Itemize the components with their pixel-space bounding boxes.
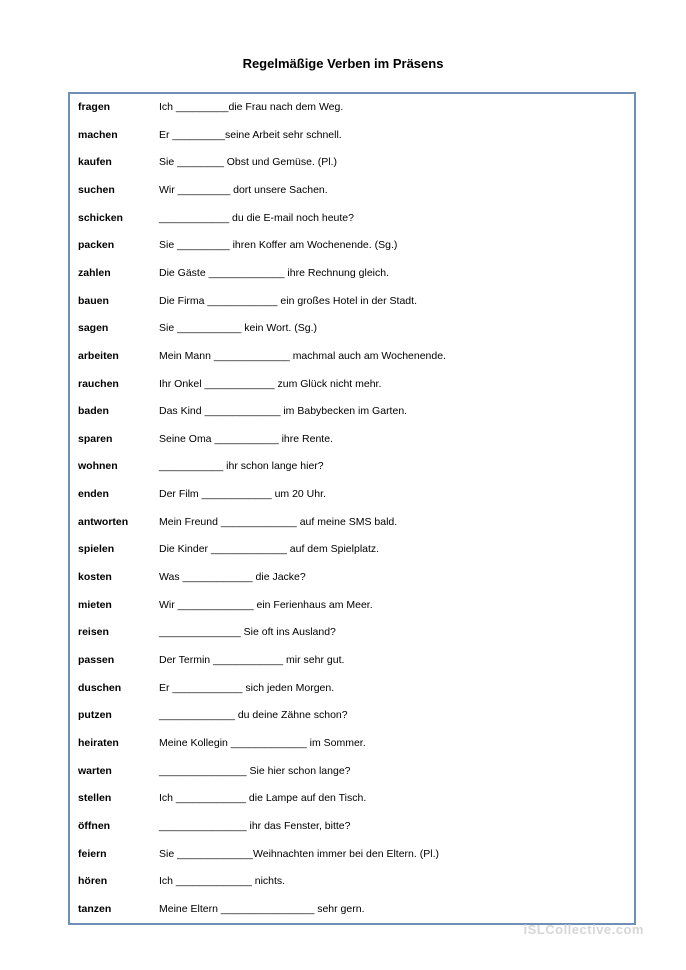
exercise-row xyxy=(78,873,618,889)
verb-label: warten xyxy=(78,764,112,777)
verb-label: duschen xyxy=(78,681,122,694)
verb-label: antworten xyxy=(78,515,129,528)
verb-label: sparen xyxy=(78,432,113,445)
exercise-row xyxy=(78,99,618,115)
exercise-sentence: Das Kind _____________ im Babybecken im Garten. xyxy=(159,405,408,418)
exercise-row xyxy=(78,901,618,917)
exercise-row xyxy=(78,431,618,447)
exercise-sentence: Sie _________ ihren Koffer am Wochenende. (Sg.) xyxy=(159,239,398,252)
exercise-row xyxy=(78,514,618,530)
exercise-row xyxy=(78,818,618,834)
exercise-sentence: Meine Eltern ________________ sehr gern. xyxy=(159,902,365,915)
exercise-sentence: Was ____________ die Jacke? xyxy=(159,571,306,584)
page-title: Regelmäßige Verben im Präsens xyxy=(242,56,444,71)
exercise-row xyxy=(78,348,618,364)
exercise-sentence: _______________ ihr das Fenster, bitte? xyxy=(159,819,351,832)
exercise-row xyxy=(78,376,618,392)
exercise-sentence: Wir _____________ ein Ferienhaus am Meer. xyxy=(159,598,373,611)
verb-label: schicken xyxy=(78,211,123,224)
exercise-sentence: Sie ________ Obst und Gemüse. (Pl.) xyxy=(159,156,338,169)
verb-label: machen xyxy=(78,128,118,141)
exercise-sentence: Er _________seine Arbeit sehr schnell. xyxy=(159,128,342,141)
watermark: iSLCollective.com xyxy=(523,922,644,937)
exercise-sentence: Ich _____________ nichts. xyxy=(159,875,286,888)
exercise-sentence: Er ____________ sich jeden Morgen. xyxy=(159,681,335,694)
verb-label: arbeiten xyxy=(78,349,119,362)
exercise-sentence: Mein Mann _____________ machmal auch am Wochenende. xyxy=(159,349,446,362)
verb-label: stellen xyxy=(78,792,112,805)
verb-label: tanzen xyxy=(78,902,112,915)
verb-label: kosten xyxy=(78,571,112,584)
exercise-sentence: ______________ Sie oft ins Ausland? xyxy=(159,626,336,639)
exercise-sentence: Sie _____________Weihnachten immer bei den Eltern. (Pl.) xyxy=(159,847,439,860)
verb-label: hören xyxy=(78,875,108,888)
exercise-sentence: Wir _________ dort unsere Sachen. xyxy=(159,183,328,196)
verb-label: zahlen xyxy=(78,266,111,279)
exercise-row xyxy=(78,237,618,253)
verb-label: öffnen xyxy=(78,819,111,832)
exercise-row xyxy=(78,320,618,336)
exercise-row xyxy=(78,846,618,862)
exercise-row xyxy=(78,652,618,668)
exercise-row xyxy=(78,735,618,751)
verb-label: kaufen xyxy=(78,156,112,169)
exercise-sentence: Ich ____________ die Lampe auf den Tisch. xyxy=(159,792,367,805)
exercise-row xyxy=(78,569,618,585)
exercise-sentence: Der Termin ____________ mir sehr gut. xyxy=(159,654,345,666)
exercise-sentence: _____________ du deine Zähne schon? xyxy=(159,709,348,722)
exercise-row xyxy=(78,265,618,281)
exercise-row xyxy=(78,541,618,557)
verb-label: wohnen xyxy=(78,460,118,473)
exercise-sentence: Meine Kollegin _____________ im Sommer. xyxy=(159,736,366,749)
exercise-sentence: Die Kinder _____________ auf dem Spielplatz. xyxy=(159,543,380,556)
exercise-sentence: Mein Freund _____________ auf meine SMS bald. xyxy=(159,515,398,528)
verb-label: putzen xyxy=(78,709,112,722)
verb-label: heiraten xyxy=(78,736,119,749)
exercise-sentence: Der Film ____________ um 20 Uhr. xyxy=(159,488,326,501)
verb-label: passen xyxy=(78,654,115,666)
exercise-row xyxy=(78,624,618,640)
exercise-row xyxy=(78,210,618,226)
verb-label: spielen xyxy=(78,543,115,556)
verb-label: mieten xyxy=(78,598,112,611)
verb-label: packen xyxy=(78,239,115,252)
exercise-row xyxy=(78,597,618,613)
exercise-row xyxy=(78,293,618,309)
verb-label: reisen xyxy=(78,626,109,639)
exercise-sentence: Die Gäste _____________ ihre Rechnung gleich. xyxy=(159,266,390,279)
exercise-sentence: ____________ du die E-mail noch heute? xyxy=(159,211,354,224)
exercise-row xyxy=(78,458,618,474)
exercise-sentence: ___________ ihr schon lange hier? xyxy=(159,460,324,473)
exercise-row xyxy=(78,763,618,779)
exercise-sentence: Ich _________die Frau nach dem Weg. xyxy=(159,101,344,113)
exercise-row xyxy=(78,680,618,696)
verb-label: rauchen xyxy=(78,377,119,390)
exercise-row xyxy=(78,486,618,502)
verb-label: enden xyxy=(78,488,109,501)
exercise-row xyxy=(78,790,618,806)
verb-label: sagen xyxy=(78,322,109,335)
verb-label: feiern xyxy=(78,847,107,860)
exercise-row xyxy=(78,182,618,198)
verb-label: suchen xyxy=(78,183,115,196)
exercise-sentence: Sie ___________ kein Wort. (Sg.) xyxy=(159,322,317,335)
exercise-row xyxy=(78,403,618,419)
verb-label: bauen xyxy=(78,294,109,307)
verb-label: fragen xyxy=(78,101,111,113)
exercise-sentence: Ihr Onkel ____________ zum Glück nicht mehr. xyxy=(159,377,382,390)
verb-label: baden xyxy=(78,405,109,418)
exercise-row xyxy=(78,127,618,143)
exercise-sentence: Die Firma ____________ ein großes Hotel in der Stadt. xyxy=(159,294,417,307)
exercise-sentence: Seine Oma ___________ ihre Rente. xyxy=(159,432,333,445)
exercise-sentence: _______________ Sie hier schon lange? xyxy=(159,764,351,777)
exercise-row xyxy=(78,707,618,723)
exercise-row xyxy=(78,154,618,170)
